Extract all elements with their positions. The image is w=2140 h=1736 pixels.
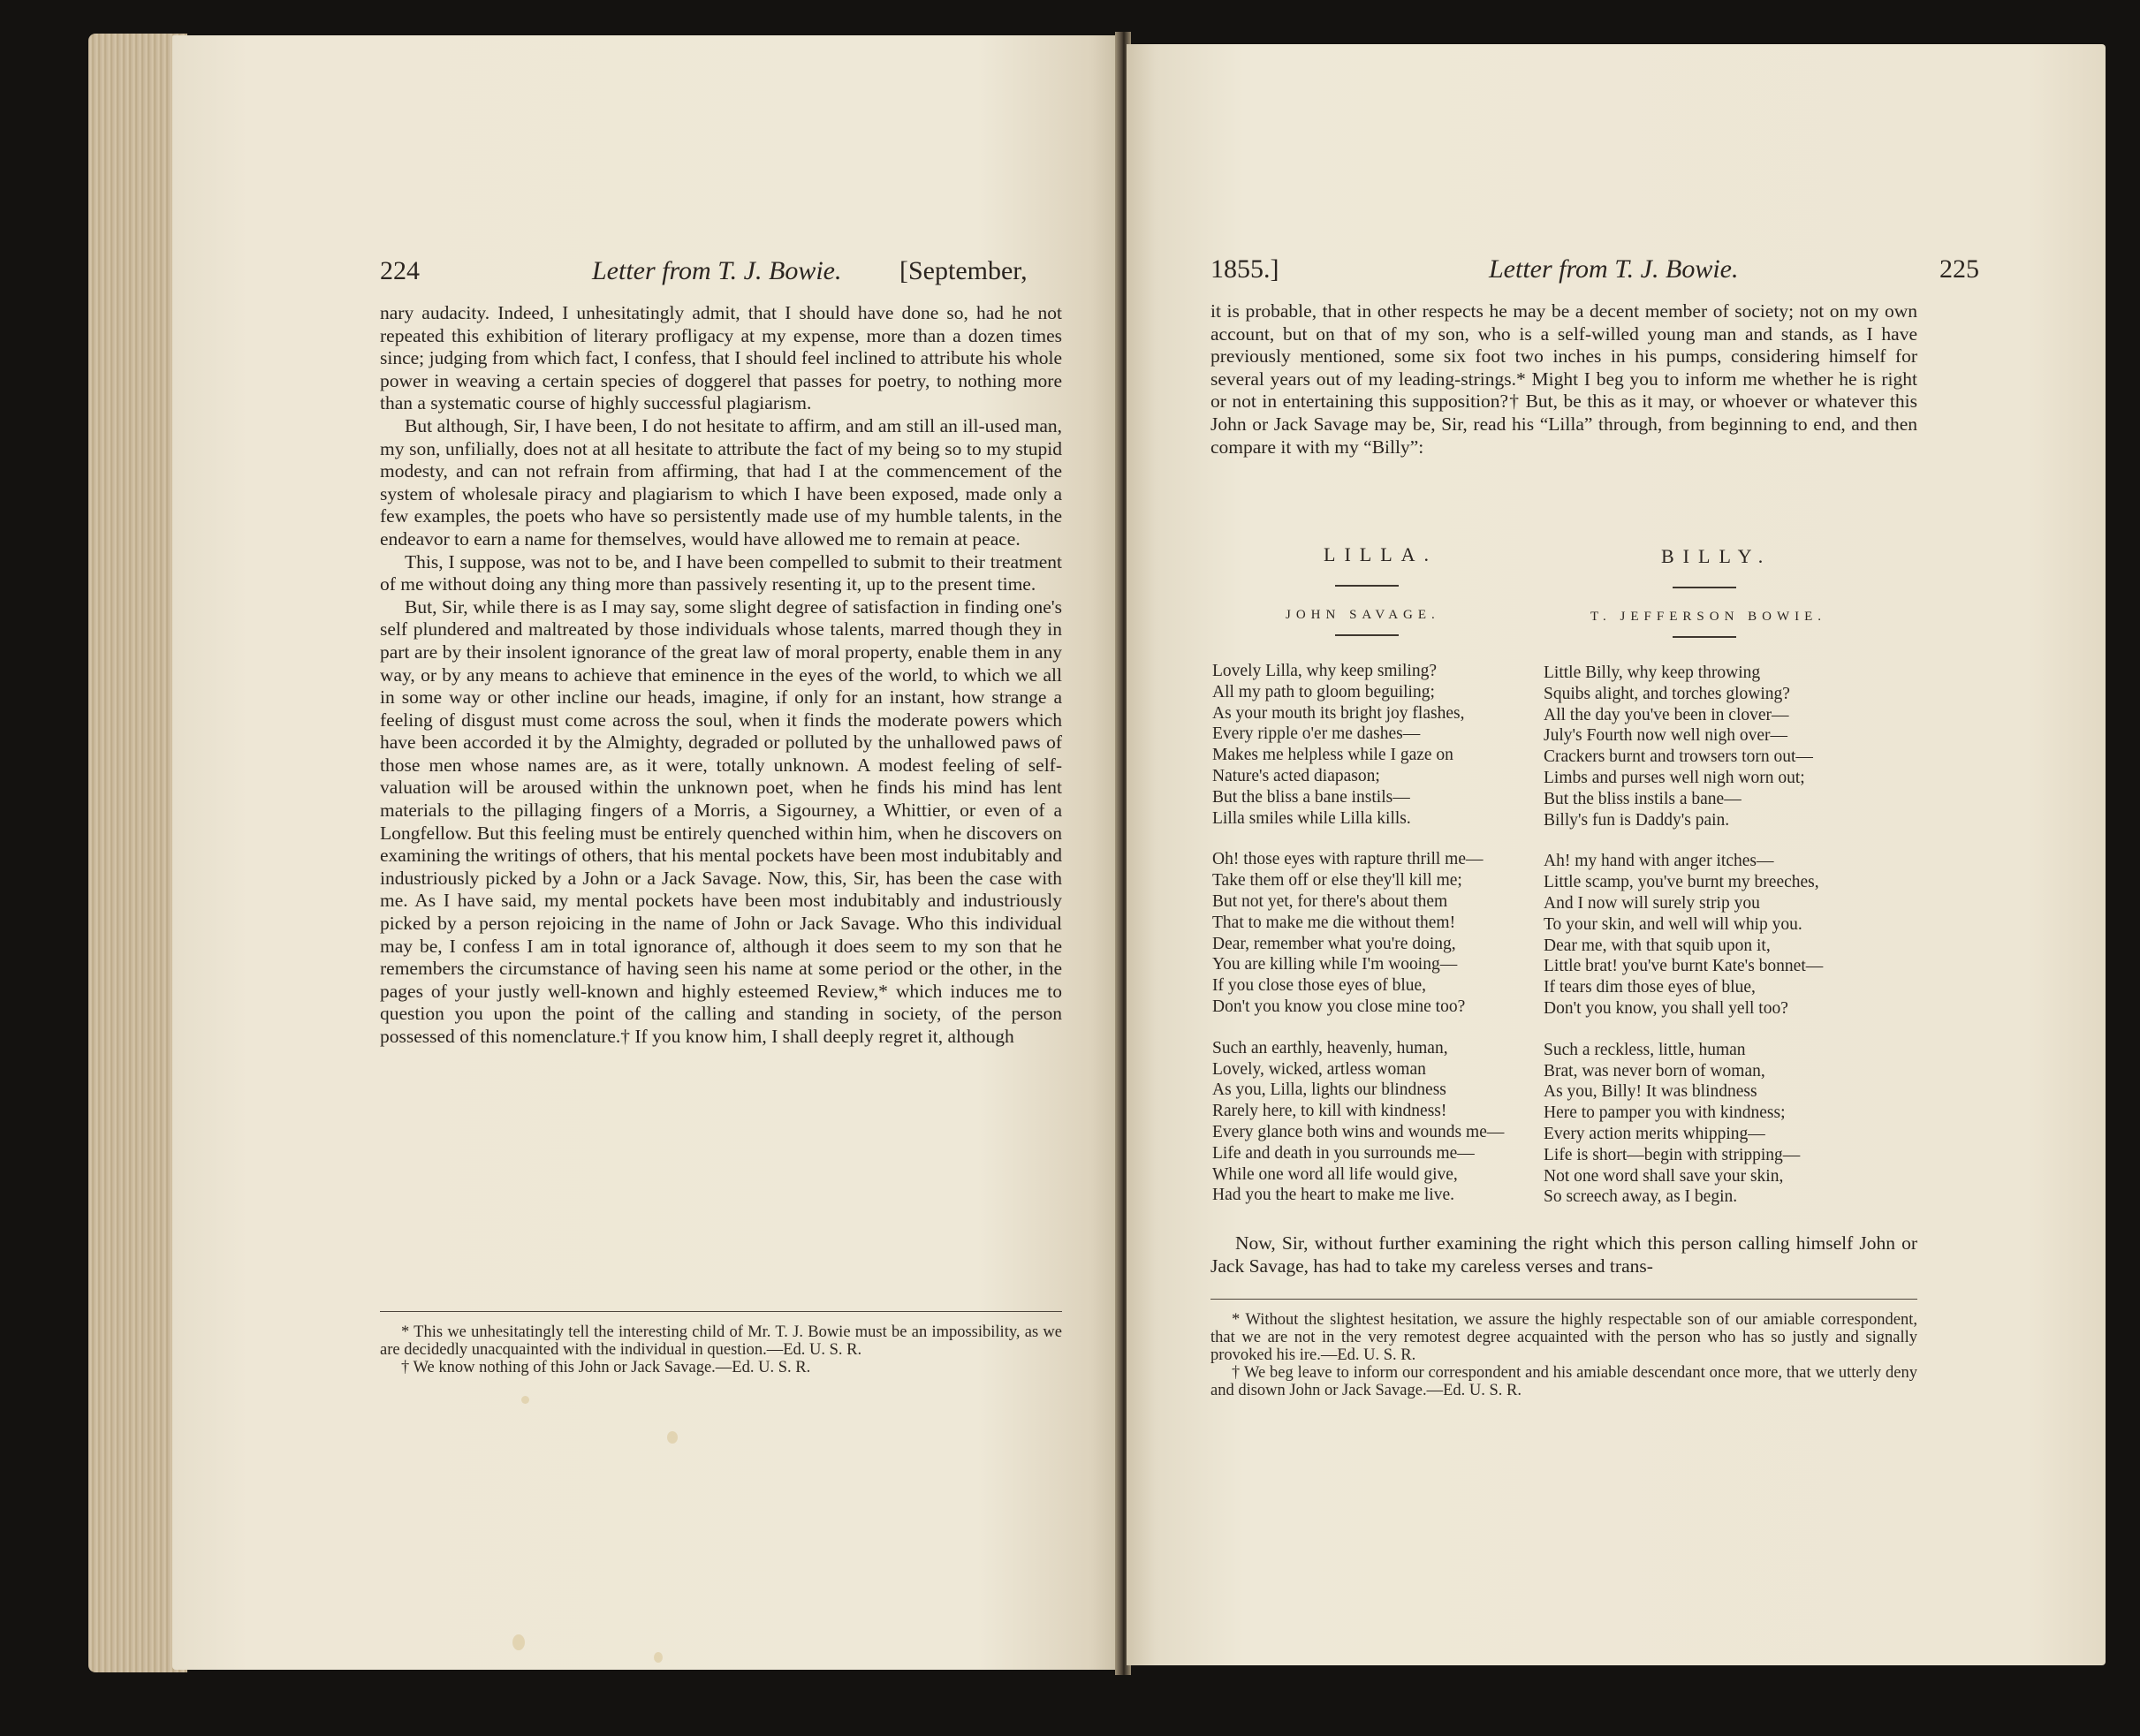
- paragraph: it is probable, that in other respects he may be a decent member of society; not on my own account, but on that of my son, who is a self-willed young man and stands, as I have previously mentioned, some six foot two inches in his pumps, considering himself for several years out of my leading-strings.* Might I beg you to inform me whether he is right or not in entertaining this supposition?† But, be this as it may, or whoever or whatever this John or Jack Savage may be, Sir, read his “Lilla” through, from beginning to end, and then compare it with my “Billy”:: [1210, 300, 1917, 458]
- title-rule: [1335, 585, 1399, 587]
- verse-line: As you, Billy! It was blindness: [1544, 1082, 1757, 1102]
- verse-line: Rarely here, to kill with kindness!: [1212, 1102, 1447, 1121]
- verse-line: Crackers burnt and trowsers torn out—: [1544, 747, 1813, 767]
- verse-line: Squibs alight, and torches glowing?: [1544, 684, 1790, 703]
- footnote-rule: [380, 1311, 1062, 1312]
- verse-line: Such an earthly, heavenly, human,: [1212, 1038, 1448, 1058]
- verse-line: If you close those eyes of blue,: [1212, 976, 1427, 996]
- stanza: [1212, 849, 1504, 1017]
- verse-line: Lovely Lilla, why keep smiling?: [1212, 662, 1437, 680]
- right-intro-text: [1210, 300, 1917, 459]
- verse-line: While one word all life would give,: [1212, 1164, 1458, 1184]
- foxing-spot: [654, 1652, 663, 1663]
- paragraph: But although, Sir, I have been, I do not hesitate to affirm, and am still an ill-used man, my son, unfilially, does not at all hesitate to attribute the fact of my being so to my stupid modesty, and can not refrain from affirming, that had I at the commencement of the system of wholesale piracy and plagiarism to which I have been exposed, made only a few examples, the poets who have so persistently made use of my humble talents, in the endeavor to earn a name for themselves, would have allowed me to remain at peace.: [380, 414, 1062, 550]
- paragraph: This, I suppose, was not to be, and I have been compelled to submit to their treatment of me without doing any thing more than passively resenting it, up to the present time.: [380, 550, 1062, 595]
- right-footnotes: [1210, 1311, 1917, 1399]
- verse-line: Little scamp, you've burnt my breeches,: [1544, 873, 1819, 892]
- verse-line: July's Fourth now well nigh over—: [1544, 726, 1787, 746]
- verse-line: And I now will surely strip you: [1544, 893, 1760, 913]
- verse-line: But the bliss instils a bane—: [1544, 789, 1742, 808]
- poem-lilla: [1212, 661, 1504, 1226]
- verse-line: Take them off or else they'll kill me;: [1212, 871, 1462, 891]
- verse-line: So screech away, as I begin.: [1544, 1187, 1738, 1207]
- verse-line: Life and death in you surrounds me—: [1212, 1143, 1475, 1163]
- title-rule: [1673, 587, 1736, 588]
- poem-author-lilla: JOHN SAVAGE.: [1286, 608, 1440, 622]
- verse-line: Lovely, wicked, artless woman: [1212, 1059, 1426, 1079]
- stanza: [1544, 663, 1823, 830]
- verse-line: Every action merits whipping—: [1544, 1124, 1765, 1143]
- poem-title-billy: BILLY.: [1661, 545, 1772, 567]
- author-rule: [1335, 634, 1399, 636]
- foxing-spot: [512, 1634, 525, 1650]
- footnote: † We know nothing of this John or Jack Savage.—Ed. U. S. R.: [401, 1359, 811, 1376]
- verse-line: But not yet, for there's about them: [1212, 891, 1448, 911]
- verse-line: Nature's acted diapason;: [1212, 766, 1380, 785]
- paragraph: Now, Sir, without further examining the right which this person calling himself John or Jack Savage, has had to take my careless verses and trans-: [1210, 1232, 1917, 1277]
- verse-line: If tears dim those eyes of blue,: [1544, 978, 1756, 997]
- footnote-rule: [1210, 1299, 1917, 1300]
- verse-line: Ah! my hand with anger itches—: [1544, 852, 1774, 871]
- verse-line: Makes me helpless while I gaze on: [1212, 746, 1453, 765]
- verse-line: But the bliss a bane instils—: [1212, 787, 1410, 807]
- left-running-date: [September,: [899, 256, 1028, 285]
- verse-line: Billy's fun is Daddy's pain.: [1544, 810, 1730, 830]
- right-running-date: 1855.]: [1210, 254, 1279, 284]
- stanza: [1544, 1040, 1823, 1208]
- verse-line: Not one word shall save your skin,: [1544, 1166, 1784, 1186]
- verse-line: Oh! those eyes with rapture thrill me—: [1212, 850, 1484, 869]
- verse-line: Life is short—begin with stripping—: [1544, 1145, 1801, 1164]
- footnote: * This we unhesitatingly tell the interesting child of Mr. T. J. Bowie must be an impossibility, as we are decidedly unacquainted with the individual in question.—Ed. U. S. R.: [380, 1323, 1062, 1359]
- paragraph: But, Sir, while there is as I may say, some slight degree of satisfaction in finding one's self plundered and maltreated by those individuals whose talents, marred though they in part are by their insolent ignorance of the great law of moral property, enable them in any way, or by any means to achieve that eminence in the eyes of the world, to which we all in some way or other incline our heads, imagine, if only for an instant, how strange a feeling of disgust must come across the soul, when it finds the moderate powers which have been accorded it by the Almighty, degraded or polluted by the unhallowed paws of those men whose names are, as it were, totally unknown. A modest feeling of self-valuation will be aroused within the unknown poet, when he finds his mind has lent materials to the pillaging fingers of a Morris, a Sigourney, a Whittier, or even of a Longfellow. But this feeling must be entirely quenched within him, when he discovers on examining the writings of others, that his mental pockets have been most indubitably and industriously picked by a John or a Jack Savage. Now, this, Sir, has been the case with me. As I have said, my mental pockets have been most indubitably and industriously picked by a person rejoicing in the name of John or Jack Savage. Who this individual may be, I confess I am in total ignorance of, although it does seem to my son that he remembers the circumstance of having seen his name at some period or the other, in the pages of your justly well-known and highly esteemed Review,* which induces me to question you upon the point of the calling and standing in society, of the person possessed of this nomenclature.† If you know him, I shall deeply regret it, although: [380, 595, 1062, 1047]
- left-folio: 224: [380, 256, 420, 285]
- verse-line: All the day you've been in clover—: [1544, 705, 1789, 724]
- verse-line: Lilla smiles while Lilla kills.: [1212, 808, 1411, 828]
- verse-line: Dear, remember what you're doing,: [1212, 934, 1456, 953]
- verse-line: Here to pamper you with kindness;: [1544, 1103, 1786, 1123]
- foxing-spot: [667, 1431, 678, 1444]
- verse-line: Don't you know, you shall yell too?: [1544, 998, 1788, 1018]
- right-running-title: Letter from T. J. Bowie.: [1489, 254, 1739, 284]
- footnote: * Without the slightest hesitation, we assure the highly respectable son of our amiable correspondent, that we are not in the very remotest degree acquainted with the person who has so justly and signally provoked his ire.—Ed. U. S. R.: [1210, 1311, 1917, 1364]
- left-running-title: Letter from T. J. Bowie.: [592, 256, 842, 285]
- verse-line: You are killing while I'm wooing—: [1212, 955, 1458, 974]
- verse-line: Little brat! you've burnt Kate's bonnet—: [1544, 957, 1824, 976]
- right-folio: 225: [1939, 254, 1979, 284]
- verse-line: To your skin, and well will whip you.: [1544, 914, 1802, 934]
- verse-line: Limbs and purses well nigh worn out;: [1544, 768, 1805, 787]
- verse-line: Don't you know you close mine too?: [1212, 997, 1466, 1016]
- poem-title-lilla: LILLA.: [1324, 543, 1438, 565]
- verse-line: Such a reckless, little, human: [1544, 1040, 1746, 1059]
- author-rule: [1673, 636, 1736, 638]
- verse-line: Every ripple o'er me dashes—: [1212, 724, 1421, 744]
- verse-line: As your mouth its bright joy flashes,: [1212, 703, 1465, 723]
- stanza: [1212, 661, 1504, 829]
- verse-line: Every glance both wins and wounds me—: [1212, 1122, 1505, 1141]
- stanza: [1544, 851, 1823, 1019]
- paragraph: nary audacity. Indeed, I unhesitatingly admit, that I should have done so, had he not repeated this exhibition of literary profligacy at my expense, more than a dozen times since; judging from which fact, I confess, that I should feel inclined to attribute his whole power in weaving a certain species of doggerel that passes for poetry, to nothing more than a systematic course of highly successful plagiarism.: [380, 302, 1062, 414]
- foxing-spot: [521, 1396, 529, 1404]
- verse-line: Brat, was never born of woman,: [1544, 1061, 1765, 1080]
- left-body-text: [380, 302, 1062, 1049]
- poem-billy: [1544, 663, 1823, 1228]
- verse-line: Little Billy, why keep throwing: [1544, 663, 1761, 682]
- right-closing-text: [1210, 1232, 1917, 1277]
- stanza: [1212, 1038, 1504, 1206]
- footnote: † We beg leave to inform our correspondent and his amiable descendant once more, that we utterly deny and disown John or Jack Savage.—Ed. U. S. R.: [1210, 1364, 1917, 1399]
- verse-line: As you, Lilla, lights our blindness: [1212, 1080, 1446, 1100]
- left-footnotes: [380, 1323, 1062, 1376]
- left-page: [172, 35, 1119, 1670]
- verse-line: Had you the heart to make me live.: [1212, 1186, 1454, 1205]
- poem-author-billy: T. JEFFERSON BOWIE.: [1590, 610, 1827, 624]
- verse-line: That to make me die without them!: [1212, 913, 1456, 932]
- right-page: [1127, 44, 2106, 1665]
- verse-line: All my path to gloom beguiling;: [1212, 682, 1435, 701]
- verse-line: Dear me, with that squib upon it,: [1544, 936, 1771, 955]
